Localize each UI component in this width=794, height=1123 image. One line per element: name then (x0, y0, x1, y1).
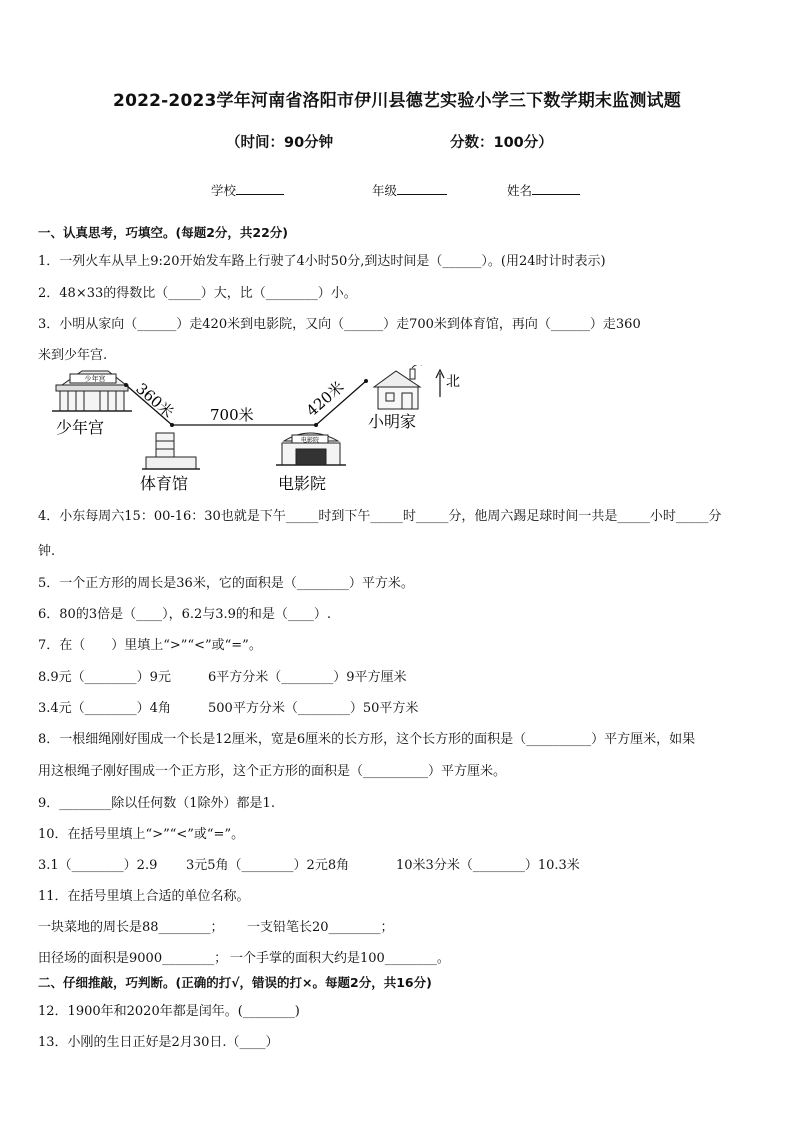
stadium-label: 体育馆 (140, 474, 189, 493)
cinema-label: 电影院 (278, 474, 327, 493)
question-1: 1．一列火车从早上9:20开始发车路上行驶了4小时50分,到达时间是（______）。(用24时计时表示) (38, 254, 606, 269)
stadium-icon (142, 433, 200, 469)
question-11-item: 田径场的面积是9000________； (38, 951, 228, 966)
cinema-point (314, 423, 318, 427)
grade-blank[interactable] (397, 194, 447, 195)
north-label: 北 (446, 374, 460, 390)
route-map-figure (40, 365, 480, 495)
question-11-item: 一个手掌的面积大约是100________。 (230, 951, 450, 966)
name-blank[interactable] (532, 194, 580, 195)
home-point (364, 379, 368, 383)
exam-time: （时间：90分钟 (226, 135, 334, 151)
question-13: 13．小刚的生日正好是2月30日.（____） (38, 1035, 279, 1050)
question-7: 7．在（ ）里填上“>”“<”或“=”。 (38, 638, 262, 653)
question-7-item: 8.9元（________）9元 (38, 670, 171, 685)
home-label: 小明家 (368, 412, 417, 431)
grade-field (372, 181, 447, 199)
school-label: 学校 (211, 183, 237, 198)
question-11-item: 一支铅笔长20________； (247, 920, 394, 935)
name-field (507, 181, 580, 199)
question-4-line-2: 钟. (38, 544, 56, 559)
question-12: 12．1900年和2020年都是闰年。(________) (38, 1004, 300, 1019)
stadium-point (170, 423, 174, 427)
question-10-item: 10米3分米（________）10.3米 (396, 858, 580, 873)
distance-420-label: 420米 (302, 377, 348, 421)
question-10-item: 3.1（________）2.9 (38, 858, 158, 873)
youth-palace-sign: 少年宫 (84, 375, 106, 383)
cinema-sign: 电影院 (300, 437, 320, 444)
house-icon (374, 365, 422, 409)
question-11-item: 一块菜地的周长是88________； (38, 920, 224, 935)
section-1-heading: 一、认真思考，巧填空。(每题2分，共22分) (38, 225, 289, 240)
section-2-heading: 二、仔细推敲，巧判断。(正确的打√，错误的打×。每题2分，共16分) (38, 975, 432, 990)
distance-700-label: 700米 (210, 406, 254, 424)
page-title: 2022-2023学年河南省洛阳市伊川县德艺实验小学三下数学期末监测试题 (113, 91, 681, 111)
question-10: 10．在括号里填上“>”“<”或“=”。 (38, 827, 245, 842)
question-9: 9．________除以任何数（1除外）都是1. (38, 796, 275, 811)
question-6: 6．80的3倍是（____），6.2与3.9的和是（____）. (38, 607, 332, 622)
question-4-line-1: 4．小东每周六15：00-16：30也就是下午_____时到下午_____时_____分，他周六踢足球时间一共是_____小时_____分 (38, 509, 722, 524)
question-2: 2．48×33的得数比（_____）大，比（________）小。 (38, 286, 357, 301)
grade-label: 年级 (372, 183, 398, 198)
youth-palace-label: 少年宫 (56, 418, 105, 437)
name-label: 姓名 (507, 183, 533, 198)
question-8-line-1: 8．一根细绳刚好围成一个长是12厘米，宽是6厘米的长方形，这个长方形的面积是（__________）平方厘米，如果 (38, 732, 696, 747)
question-3-line-2: 米到少年宫. (38, 348, 108, 363)
youth-palace-point (124, 383, 128, 387)
question-7-item: 3.4元（________）4角 (38, 701, 171, 716)
question-7-item: 6平方分米（________）9平方厘米 (208, 670, 407, 685)
school-field (211, 181, 284, 199)
question-3-line-1: 3．小明从家向（______）走420米到电影院，又向（______）走700米到体育馆，再向（______）走360 (38, 317, 641, 332)
question-11: 11．在括号里填上合适的单位名称。 (38, 889, 250, 904)
question-8-line-2: 用这根绳子刚好围成一个正方形，这个正方形的面积是（__________）平方厘米。 (38, 764, 507, 779)
school-blank[interactable] (236, 194, 284, 195)
question-10-item: 3元5角（________）2元8角 (186, 858, 350, 873)
question-7-item: 500平方分米（________）50平方米 (208, 701, 419, 716)
exam-score: 分数：100分） (450, 135, 553, 151)
question-5: 5．一个正方形的周长是36米，它的面积是（________）平方米。 (38, 576, 414, 591)
distance-360-label: 360米 (132, 379, 178, 422)
